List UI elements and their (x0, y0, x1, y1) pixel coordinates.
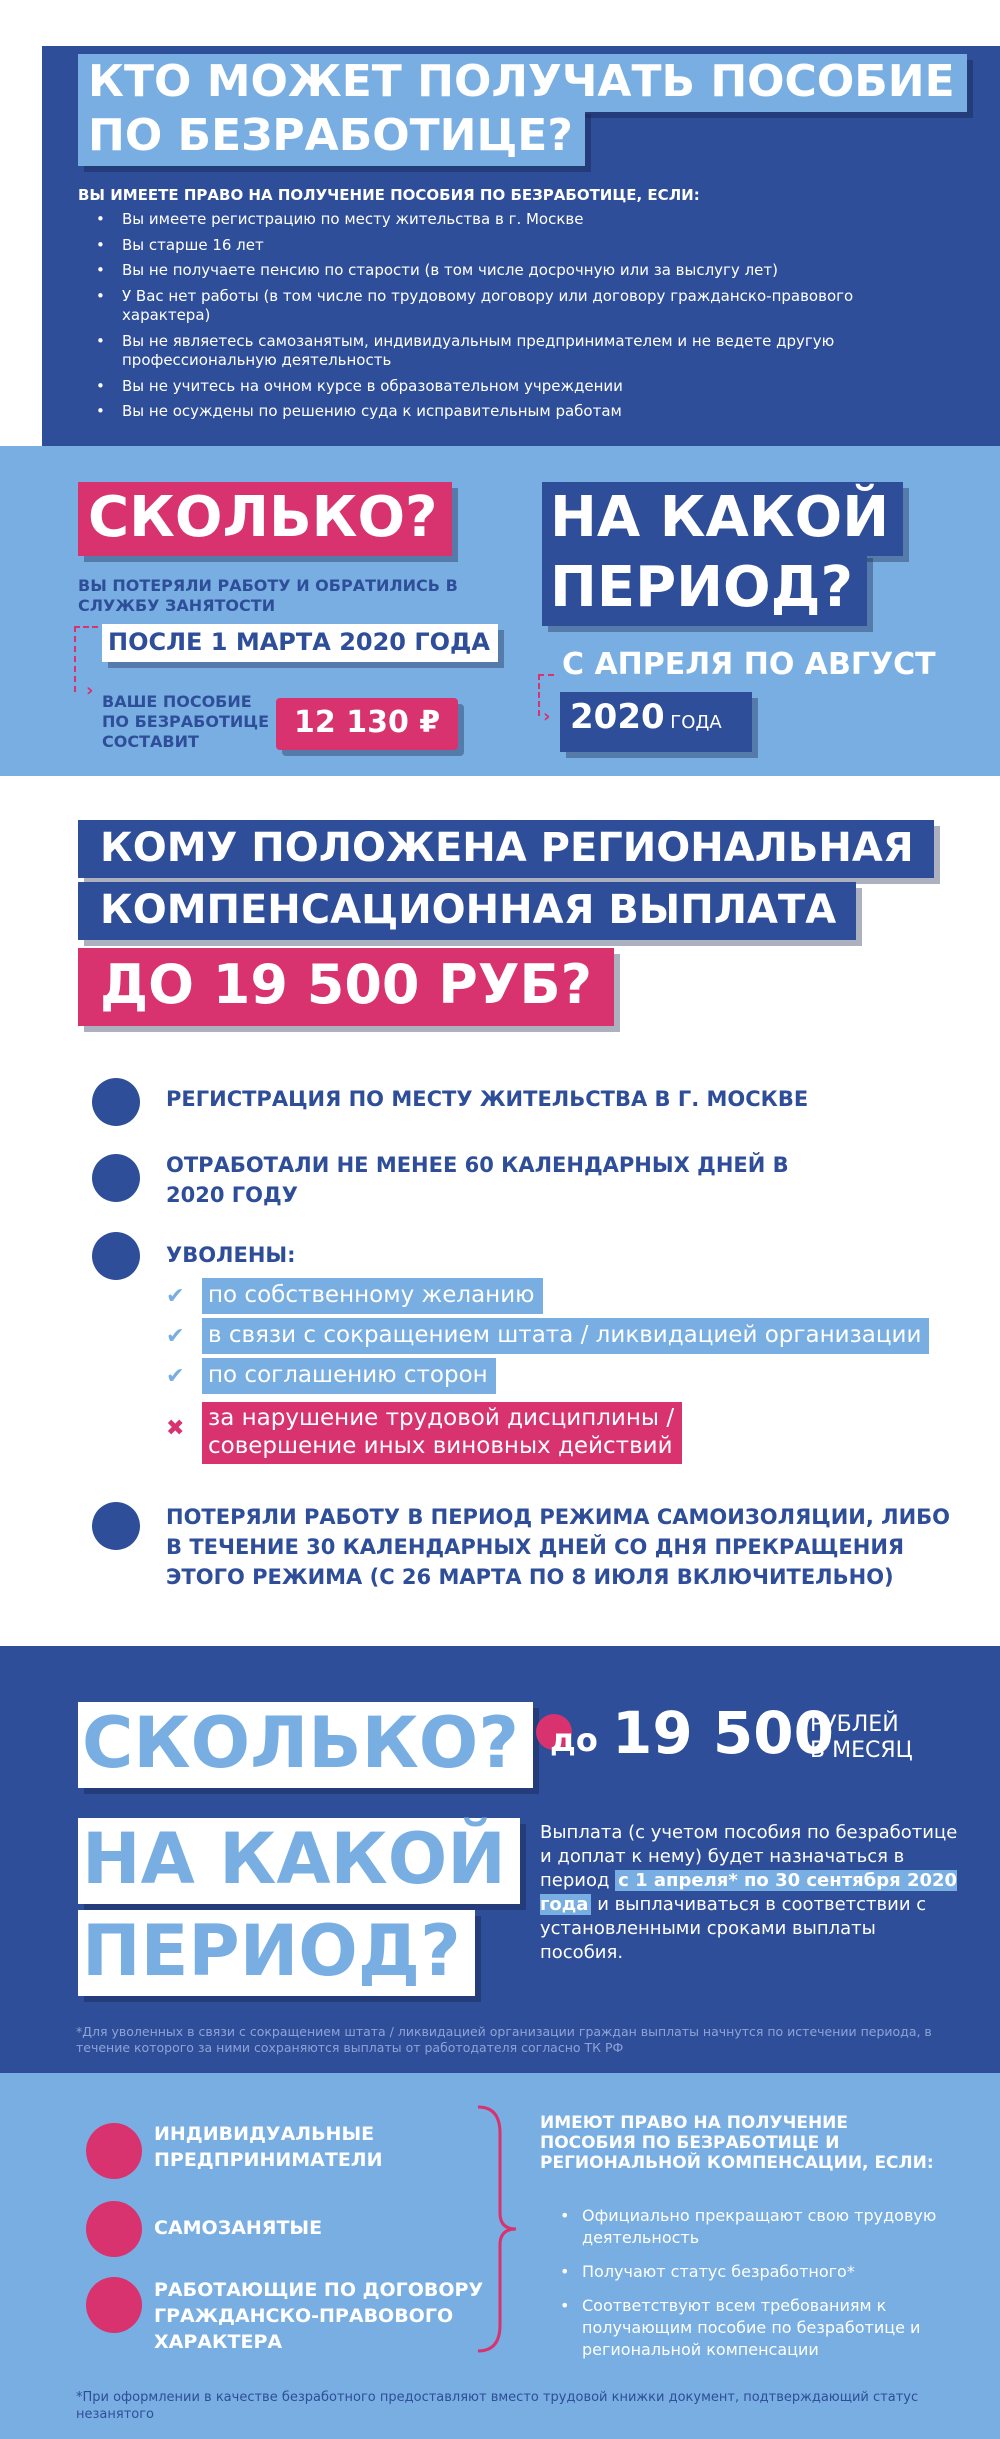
dismissal-reason-ok: по собственному желанию (202, 1278, 543, 1314)
section-who-can-receive (0, 0, 1000, 446)
benefit-label: ВАШЕ ПОСОБИЕ ПО БЕЗРАБОТИЦЕ СОСТАВИТ (102, 692, 270, 751)
criterion-worked-days: ОТРАБОТАЛИ НЕ МЕНЕЕ 60 КАЛЕНДАРНЫХ ДНЕЙ В 2020 ГОДУ (166, 1153, 789, 1207)
compensation-title-line1: КОМУ ПОЛОЖЕНА РЕГИОНАЛЬНАЯ (78, 820, 934, 878)
up-to-label: до (550, 1721, 598, 1759)
section-regional-compensation (0, 776, 1000, 1646)
bullet-dot (92, 1078, 140, 1126)
who-conditions-list (96, 210, 856, 428)
dismissal-reason-ok: по соглашению сторон (202, 1358, 496, 1394)
list-item: • Получают статус безработного* (560, 2261, 960, 2283)
criterion-self-isolation: ПОТЕРЯЛИ РАБОТУ В ПЕРИОД РЕЖИМА САМОИЗОЛЯЦИИ, ЛИБО В ТЕЧЕНИЕ 30 КАЛЕНДАРНЫХ ДНЕЙ СО ДНЯ ПРЕКРАЩЕНИЯ ЭТОГО РЕЖИМА (С 26 МАРТА ПО 8 ИЮЛЯ ВКЛЮЧИТЕЛЬНО) (166, 1505, 951, 1589)
list-item: • У Вас нет работы (в том числе по трудовому договору или договору гражданско-правового характера) (96, 287, 856, 326)
who-title-line2: ПО БЕЗРАБОТИЦЕ? (78, 108, 585, 166)
unit-line2: В МЕСЯЦ (810, 1738, 913, 1763)
period-title-line2: ПЕРИОД? (542, 552, 867, 626)
section-benefit-amount (0, 446, 1000, 776)
category-self-employed: САМОЗАНЯТЫЕ (154, 2217, 323, 2239)
lost-job-text: ВЫ ПОТЕРЯЛИ РАБОТУ И ОБРАТИЛИСЬ В СЛУЖБУ ЗАНЯТОСТИ (78, 576, 458, 615)
list-item: • Вы не осуждены по решению суда к исправительным работам (96, 402, 856, 422)
bullet-dot (92, 1232, 140, 1280)
bullet-dot (86, 2277, 142, 2333)
dismissal-reason-ok: в связи с сокращением штата / ликвидацией организации (202, 1318, 929, 1354)
rights-conditions (560, 2205, 960, 2373)
year-value: 2020 (570, 697, 665, 737)
period-range: С АПРЕЛЯ ПО АВГУСТ (562, 647, 936, 682)
who-lead: ВЫ ИМЕЕТЕ ПРАВО НА ПОЛУЧЕНИЕ ПОСОБИЯ ПО БЕЗРАБОТИЦЕ, ЕСЛИ: (78, 186, 700, 204)
list-item: • Вы старше 16 лет (96, 236, 856, 256)
list-item: • Соответствуют всем требованиям к получающим пособие по безработице и региональной компенсации (560, 2295, 960, 2361)
rights-heading: ИМЕЮТ ПРАВО НА ПОЛУЧЕНИЕ ПОСОБИЯ ПО БЕЗРАБОТИЦЕ И РЕГИОНАЛЬНОЙ КОМПЕНСАЦИИ, ЕСЛИ: (540, 2113, 934, 2173)
footnote: *Для уволенных в связи с сокращением штата / ликвидацией организации граждан выплаты начнутся по истечении периода, в течение которого за ними сохраняются выплаты от работодателя согласно ТК РФ (76, 2024, 932, 2055)
period-title-line2: ПЕРИОД? (78, 1910, 475, 1996)
section-compensation-amount (0, 1646, 1000, 2073)
bullet-dot (86, 2123, 142, 2179)
check-icon: ✔ (166, 1324, 185, 1349)
desc-before: Выплата (с учетом пособия по безработице и доплат к нему) будет назначаться в период (540, 1822, 958, 1891)
brace-icon (470, 2103, 520, 2355)
compensation-title-amount: ДО 19 500 РУБ? (78, 948, 614, 1026)
list-item: • Вы не учитесь на очном курсе в образовательном учреждении (96, 377, 856, 397)
list-item: • Официально прекращают свою трудовую деятельность (560, 2205, 960, 2249)
arrow-icon: › (543, 706, 551, 727)
bullet-dot (92, 1502, 140, 1550)
section-self-employed (0, 2073, 1000, 2439)
desc-highlight: с 1 апреля* по 30 сентября 2020 года (540, 1870, 958, 1915)
year-suffix: ГОДА (670, 712, 722, 733)
list-item: • Вы не являетесь самозанятым, индивидуальным предпринимателем и не ведете другую профессиональную деятельность (96, 332, 856, 371)
excluded-line2: совершение иных виновных действий (208, 1433, 673, 1459)
compensation-amount: 19 500 (612, 1699, 834, 1767)
list-item: • Вы не получаете пенсию по старости (в том числе досрочную или за выслугу лет) (96, 261, 856, 281)
year-box (560, 692, 752, 752)
unit-line1: РУБЛЕЙ (810, 1712, 899, 1737)
bullet-dot (86, 2201, 142, 2257)
arrow-icon: › (86, 680, 94, 701)
period-title-line1: НА КАКОЙ (78, 1818, 520, 1904)
check-icon: ✔ (166, 1364, 185, 1389)
category-civil-contract: РАБОТАЮЩИЕ ПО ДОГОВОРУ ГРАЖДАНСКО-ПРАВОВОГО ХАРАКТЕРА (154, 2279, 484, 2353)
excluded-line1: за нарушение трудовой дисциплины / (208, 1405, 675, 1431)
criterion-registration: РЕГИСТРАЦИЯ ПО МЕСТУ ЖИТЕЛЬСТВА В Г. МОСКВЕ (166, 1087, 809, 1111)
desc-after: и выплачиваться в соответствии с установленными сроками выплаты пособия. (540, 1894, 927, 1963)
footnote: *При оформлении в качестве безработного предоставляют вместо трудовой книжки документ, подтверждающий статус незанятого (76, 2390, 919, 2422)
dismissal-reason-excluded (202, 1402, 682, 1464)
after-date-box: ПОСЛЕ 1 МАРТА 2020 ГОДА (102, 624, 498, 662)
criterion-dismissed: УВОЛЕНЫ: (166, 1243, 296, 1267)
cross-icon: ✖ (166, 1416, 185, 1441)
compensation-title-line2: КОМПЕНСАЦИОННАЯ ВЫПЛАТА (78, 882, 856, 940)
period-description (540, 1821, 960, 1965)
how-much-title: СКОЛЬКО? (78, 482, 452, 556)
category-entrepreneurs: ИНДИВИДУАЛЬНЫЕ ПРЕДПРИНИМАТЕЛИ (154, 2123, 383, 2171)
how-much-title: СКОЛЬКО? (78, 1702, 533, 1788)
benefit-amount: 12 130 ₽ (276, 698, 458, 750)
bullet-dot (92, 1154, 140, 1202)
list-item: • Вы имеете регистрацию по месту жительства в г. Москве (96, 210, 856, 230)
amount-unit (810, 1712, 913, 1764)
check-icon: ✔ (166, 1284, 185, 1309)
period-title-line1: НА КАКОЙ (542, 482, 903, 556)
who-title-line1: КТО МОЖЕТ ПОЛУЧАТЬ ПОСОБИЕ (78, 54, 967, 112)
